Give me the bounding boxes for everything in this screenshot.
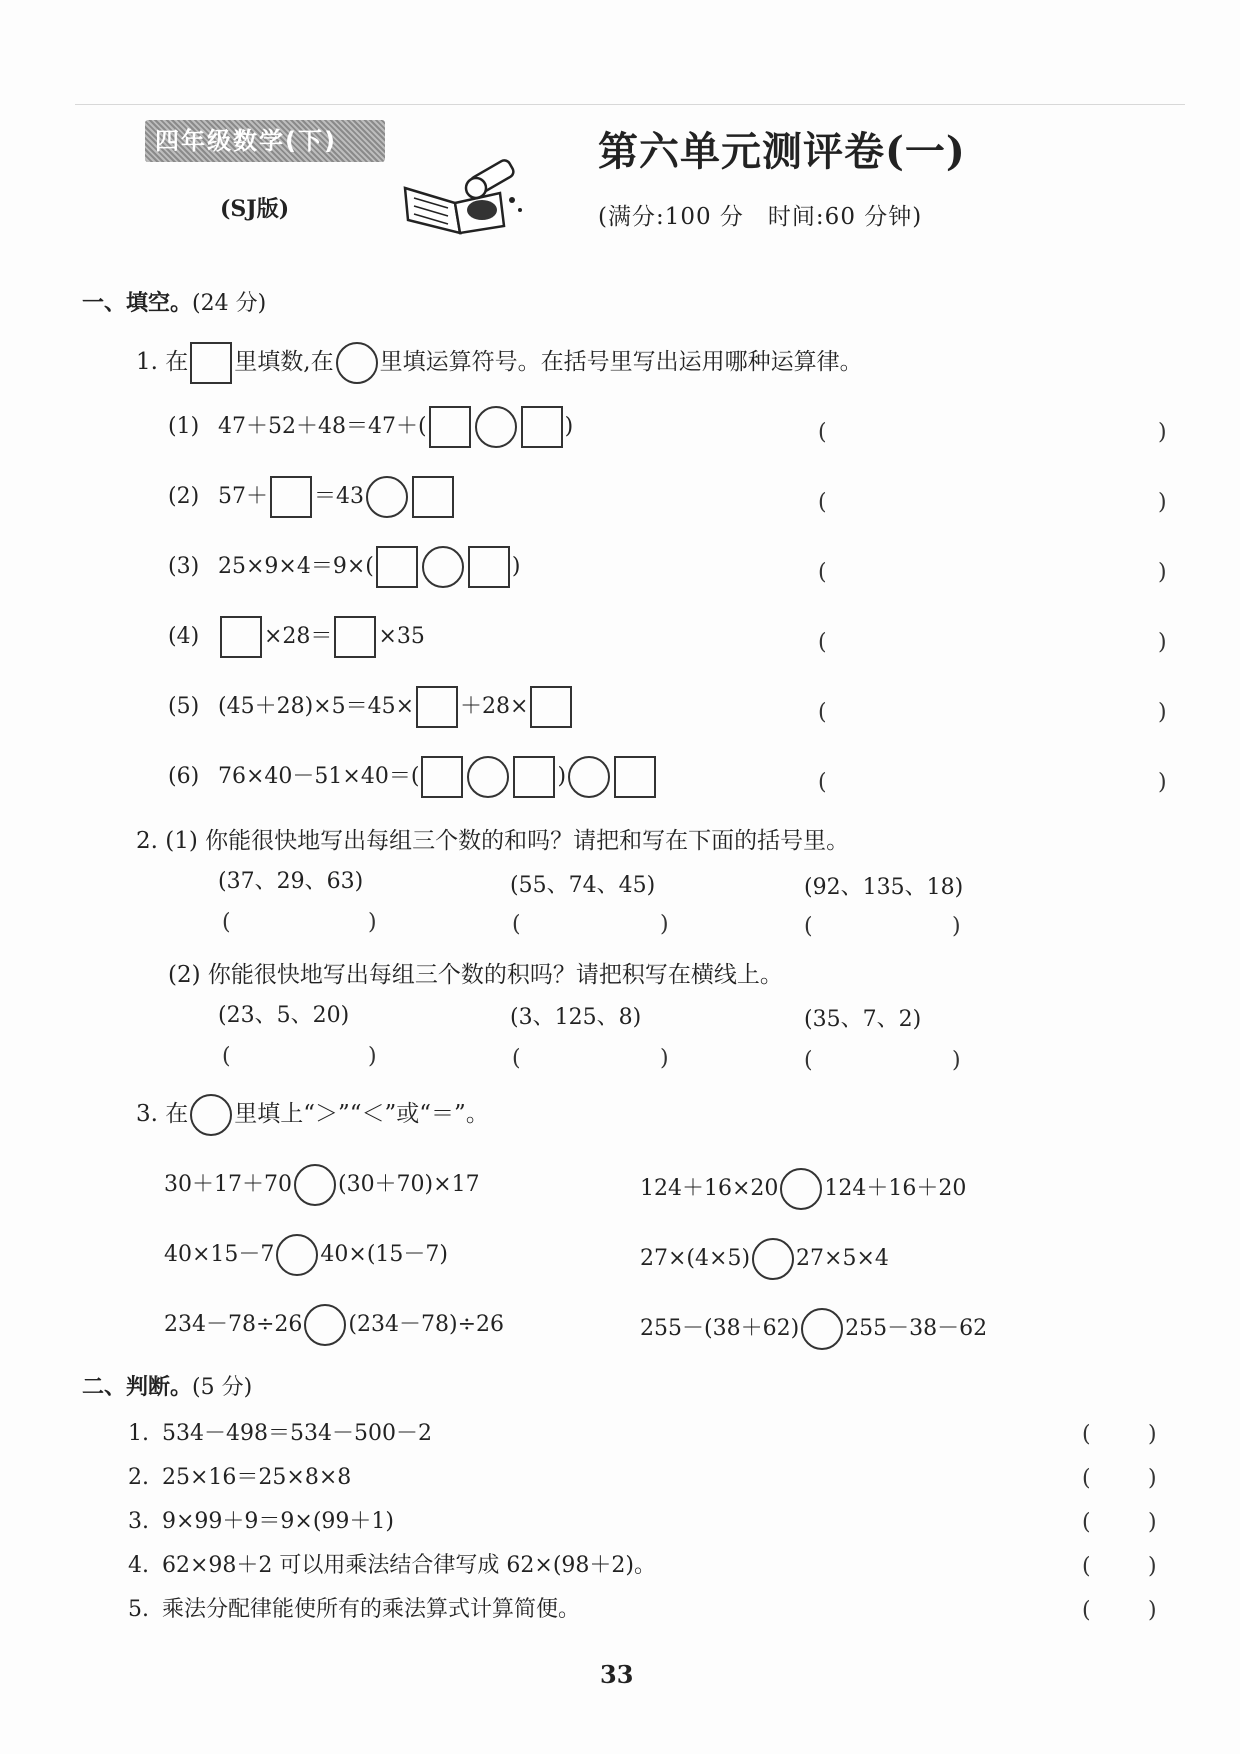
item-number: 1. xyxy=(128,1421,149,1446)
q2-part2-text: (2) 你能很快地写出每组三个数的积吗？请把积写在横线上。 xyxy=(168,962,783,988)
item-number: (2) xyxy=(168,484,200,509)
grade-badge: 四年级数学(下) xyxy=(145,120,385,162)
sum-answer-open: ( xyxy=(512,912,521,937)
item-number: 5. xyxy=(128,1597,149,1622)
answer-box[interactable] xyxy=(376,546,418,588)
expression: ×28＝ xyxy=(264,624,333,649)
item-number: 2. xyxy=(128,1465,149,1490)
expression: 40×(15－7) xyxy=(320,1242,449,1267)
expression: 25×9×4＝9×( xyxy=(218,554,374,579)
expression: 47＋52＋48＝47＋( xyxy=(218,414,427,439)
answer-box[interactable] xyxy=(334,616,376,658)
q1-number: 1. xyxy=(136,349,158,375)
judge-answer-open: ( xyxy=(1082,1554,1091,1579)
number-group: (55、74、45) xyxy=(510,873,656,898)
judge-answer-close: ) xyxy=(1148,1466,1157,1491)
score-time-info: (满分:100 分 时间:60 分钟) xyxy=(598,204,923,230)
section2-heading xyxy=(82,1370,252,1401)
answer-circle[interactable] xyxy=(276,1234,318,1276)
answer-box[interactable] xyxy=(421,756,463,798)
law-answer-open: ( xyxy=(818,420,827,445)
answer-circle[interactable] xyxy=(475,406,517,448)
law-answer-close: ) xyxy=(1158,490,1167,515)
item-number: (1) xyxy=(168,414,200,439)
answer-box[interactable] xyxy=(521,406,563,448)
number-group: (92、135、18) xyxy=(804,875,964,900)
statement: 乘法分配律能使所有的乘法算式计算简便。 xyxy=(162,1597,581,1622)
header-rule xyxy=(75,104,1185,105)
page-title: 第六单元测评卷(一) xyxy=(598,128,966,175)
expression: 255－(38＋62) xyxy=(640,1316,800,1341)
q1-item-5 xyxy=(168,686,574,728)
edition-label: (SJ版) xyxy=(220,196,290,222)
law-answer-open: ( xyxy=(818,630,827,655)
answer-box[interactable] xyxy=(513,756,555,798)
q1-text-part: 里填运算符号。在括号里写出运用哪种运算律。 xyxy=(379,349,863,375)
expression: 57＋ xyxy=(218,484,268,509)
answer-circle[interactable] xyxy=(366,476,408,518)
q3-text-part: 里填上“＞”“＜”或“＝”。 xyxy=(234,1101,489,1127)
expression: ) xyxy=(511,554,521,579)
answer-circle[interactable] xyxy=(190,1094,232,1136)
compare-row-3-right xyxy=(640,1308,987,1350)
product-answer-close: ) xyxy=(660,1046,669,1071)
book-telescope-illustration xyxy=(400,148,530,238)
q2-number: 2. xyxy=(136,828,158,854)
judge-item-3 xyxy=(128,1504,394,1535)
law-answer-close: ) xyxy=(1158,560,1167,585)
judge-answer-open: ( xyxy=(1082,1466,1091,1491)
expression: (234－78)÷26 xyxy=(348,1312,505,1337)
answer-box[interactable] xyxy=(412,476,454,518)
answer-box[interactable] xyxy=(270,476,312,518)
judge-answer-close: ) xyxy=(1148,1510,1157,1535)
sum-answer-close: ) xyxy=(952,914,961,939)
item-number: (4) xyxy=(168,624,200,649)
item-number: (6) xyxy=(168,764,200,789)
statement: 534－498＝534－500－2 xyxy=(162,1421,432,1446)
answer-circle[interactable] xyxy=(780,1168,822,1210)
answer-box[interactable] xyxy=(530,686,572,728)
expression: ＝43 xyxy=(314,484,364,509)
law-answer-close: ) xyxy=(1158,770,1167,795)
item-number: 3. xyxy=(128,1509,149,1534)
answer-box[interactable] xyxy=(190,342,232,384)
q1-item-4 xyxy=(168,616,425,658)
law-answer-close: ) xyxy=(1158,630,1167,655)
q1-instruction xyxy=(136,342,863,384)
compare-row-1-left xyxy=(164,1164,480,1206)
expression: 124＋16×20 xyxy=(640,1176,779,1201)
judge-answer-open: ( xyxy=(1082,1422,1091,1447)
answer-circle[interactable] xyxy=(568,756,610,798)
sum-answer-close: ) xyxy=(660,912,669,937)
judge-answer-close: ) xyxy=(1148,1598,1157,1623)
q1-item-2 xyxy=(168,476,456,518)
judge-answer-open: ( xyxy=(1082,1510,1091,1535)
sum-answer-open: ( xyxy=(222,910,231,935)
judge-answer-close: ) xyxy=(1148,1554,1157,1579)
number-group: (37、29、63) xyxy=(218,869,364,894)
statement: 62×98＋2 可以用乘法结合律写成 62×(98＋2)。 xyxy=(162,1553,656,1578)
law-answer-open: ( xyxy=(818,700,827,725)
compare-row-3-left xyxy=(164,1304,504,1346)
judge-item-4 xyxy=(128,1548,656,1579)
expression: ) xyxy=(564,414,574,439)
number-group: (35、7、2) xyxy=(804,1007,922,1032)
expression: 30＋17＋70 xyxy=(164,1172,292,1197)
item-number: 4. xyxy=(128,1553,149,1578)
expression: ×35 xyxy=(378,624,425,649)
judge-item-2 xyxy=(128,1460,351,1491)
expression: 234－78÷26 xyxy=(164,1312,303,1337)
answer-circle[interactable] xyxy=(752,1238,794,1280)
law-answer-close: ) xyxy=(1158,420,1167,445)
product-answer-open: ( xyxy=(222,1044,231,1069)
law-answer-open: ( xyxy=(818,770,827,795)
page-number: 33 xyxy=(600,1660,634,1689)
q3-instruction xyxy=(136,1094,489,1136)
q1-item-3 xyxy=(168,546,520,588)
product-answer-close: ) xyxy=(368,1044,377,1069)
compare-row-2-left xyxy=(164,1234,448,1276)
expression: 124＋16＋20 xyxy=(824,1176,967,1201)
answer-circle[interactable] xyxy=(304,1304,346,1346)
expression: 76×40－51×40＝( xyxy=(218,764,420,789)
answer-circle[interactable] xyxy=(294,1164,336,1206)
answer-circle[interactable] xyxy=(801,1308,843,1350)
number-group: (3、125、8) xyxy=(510,1005,642,1030)
expression: ) xyxy=(557,764,567,789)
number-group: (23、5、20) xyxy=(218,1003,350,1028)
answer-circle[interactable] xyxy=(422,546,464,588)
statement: 9×99＋9＝9×(99＋1) xyxy=(162,1509,395,1534)
section2-title: 二、判断。 xyxy=(82,1375,193,1400)
q3-text-part: 在 xyxy=(165,1101,189,1127)
sum-answer-open: ( xyxy=(804,914,813,939)
q1-text-part: 里填数,在 xyxy=(234,349,334,375)
answer-box[interactable] xyxy=(468,546,510,588)
answer-box[interactable] xyxy=(220,616,262,658)
product-answer-open: ( xyxy=(512,1046,521,1071)
q2-part1-text: (1) 你能很快地写出每组三个数的和吗？请把和写在下面的括号里。 xyxy=(165,828,850,854)
expression: 40×15－7 xyxy=(164,1242,275,1267)
expression: (30＋70)×17 xyxy=(337,1172,480,1197)
expression: (45＋28)×5＝45× xyxy=(218,694,415,719)
judge-item-1 xyxy=(128,1416,432,1447)
answer-box[interactable] xyxy=(429,406,471,448)
judge-answer-close: ) xyxy=(1148,1422,1157,1447)
statement: 25×16＝25×8×8 xyxy=(162,1465,352,1490)
compare-row-1-right xyxy=(640,1168,966,1210)
judge-answer-open: ( xyxy=(1082,1598,1091,1623)
q1-text-part: 在 xyxy=(165,349,189,375)
q3-number: 3. xyxy=(136,1101,158,1127)
compare-row-2-right xyxy=(640,1238,889,1280)
section2-points: (5 分) xyxy=(192,1375,253,1400)
sum-answer-close: ) xyxy=(368,910,377,935)
expression: 255－38－62 xyxy=(845,1316,988,1341)
law-answer-open: ( xyxy=(818,490,827,515)
section1-points: (24 分) xyxy=(192,291,267,316)
answer-box[interactable] xyxy=(614,756,656,798)
expression: 27×(4×5) xyxy=(640,1246,751,1271)
item-number: (3) xyxy=(168,554,200,579)
judge-item-5 xyxy=(128,1592,580,1623)
expression: 27×5×4 xyxy=(796,1246,889,1271)
item-number: (5) xyxy=(168,694,200,719)
law-answer-open: ( xyxy=(818,560,827,585)
product-answer-close: ) xyxy=(952,1048,961,1073)
section1-heading xyxy=(82,286,266,317)
section1-title: 一、填空。 xyxy=(82,291,193,316)
answer-circle[interactable] xyxy=(467,756,509,798)
q1-item-6 xyxy=(168,756,658,798)
q1-item-1 xyxy=(168,406,573,448)
q2-part1 xyxy=(136,822,849,855)
law-answer-close: ) xyxy=(1158,700,1167,725)
expression: ＋28× xyxy=(460,694,529,719)
answer-box[interactable] xyxy=(416,686,458,728)
product-answer-open: ( xyxy=(804,1048,813,1073)
answer-circle[interactable] xyxy=(336,342,378,384)
